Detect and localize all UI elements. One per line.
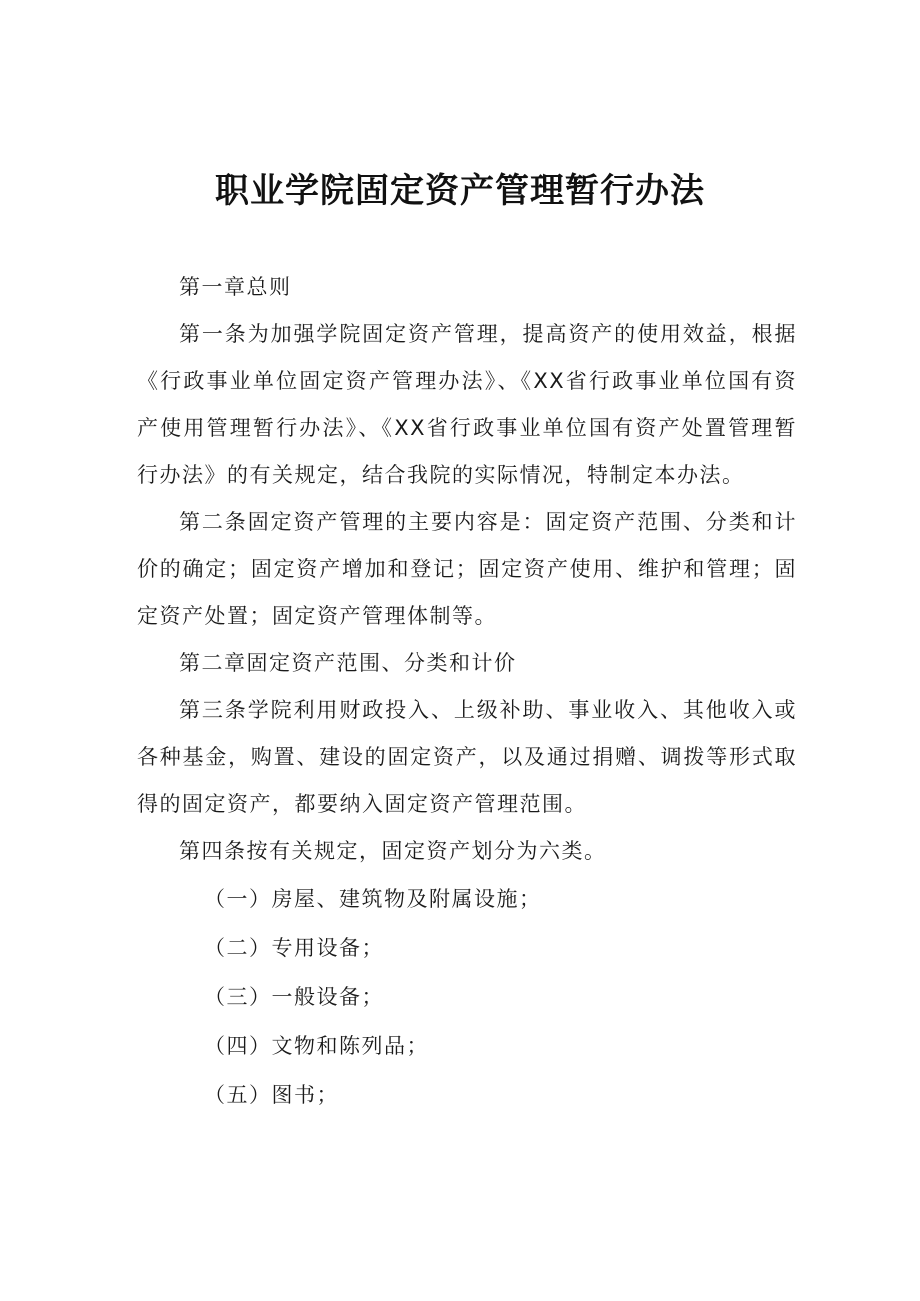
article-1: 第一条为加强学院固定资产管理，提高资产的使用效益，根据《行政事业单位固定资产管理办法》、《XX省行政事业单位国有资产使用管理暂行办法》、《XX省行政事业单位国有资产处置管理暂行办法》的有关规定，结合我院的实际情况，特制定本办法。 <box>137 322 797 487</box>
list-item: （四）文物和陈列品； <box>204 1034 429 1058</box>
list-item: （三）一般设备； <box>204 985 384 1009</box>
document-title: 职业学院固定资产管理暂行办法 <box>215 171 705 211</box>
chapter-heading-2: 第二章固定资产范围、分类和计价 <box>179 651 517 675</box>
list-item: （二）专用设备； <box>204 936 384 960</box>
list-item: （五）图书； <box>204 1083 339 1107</box>
chapter-heading-1: 第一章总则 <box>179 275 292 299</box>
article-2: 第二条固定资产管理的主要内容是：固定资产范围、分类和计价的确定；固定资产增加和登记；固定资产使用、维护和管理；固定资产处置；固定资产管理体制等。 <box>137 510 797 628</box>
list-item: （一）房屋、建筑物及附属设施； <box>204 887 542 911</box>
article-3: 第三条学院利用财政投入、上级补助、事业收入、其他收入或各种基金，购置、建设的固定资产，以及通过捐赠、调拨等形式取得的固定资产，都要纳入固定资产管理范围。 <box>137 698 797 816</box>
article-4: 第四条按有关规定，固定资产划分为六类。 <box>179 839 607 863</box>
document-body <box>137 264 797 1120</box>
